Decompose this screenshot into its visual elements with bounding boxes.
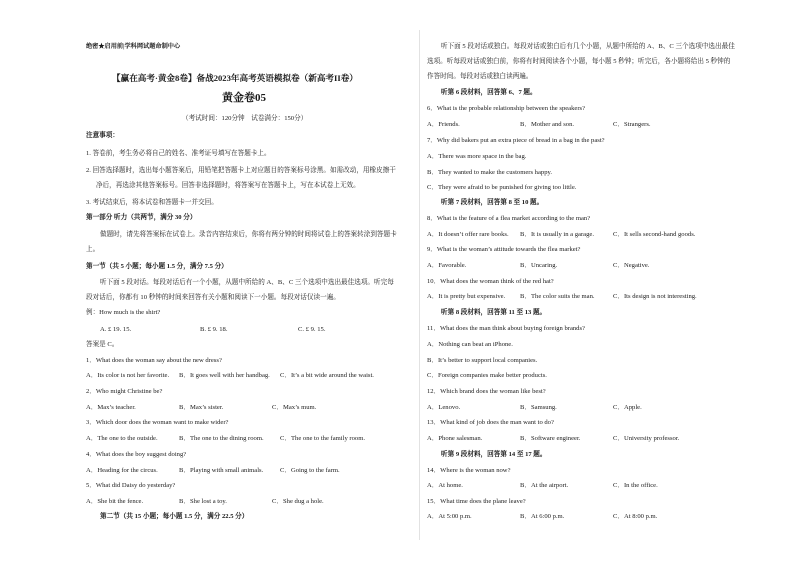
answer-option: C．It sells second-hand goods. — [613, 231, 696, 238]
answer-option: B．It goes well with her handbag. — [179, 372, 270, 379]
answer-option: A．Max’s teacher. — [86, 404, 136, 411]
question-text: 14．Where is the woman now? — [427, 467, 511, 474]
answer-option: A．She bit the fence. — [86, 498, 144, 505]
answer-option: A．Heading for the circus. — [86, 467, 158, 474]
material-heading: 听第 8 段材料，回答第 11 至 13 题。 — [441, 309, 547, 316]
exam-info: （考试时间：120分钟 试卷满分：150分） — [182, 115, 308, 122]
header-note: 绝密★启用前|学科网试题命制中心 — [86, 43, 181, 50]
section1-intro-line: 听下面 5 段对话。每段对话后有一个小题，从题中所给的 A、B、C 三个选项中选出最佳选项。听完每 — [100, 279, 394, 286]
answer-option: B．Samsung. — [520, 404, 557, 411]
example-answer: 答案是 C。 — [86, 341, 119, 348]
section2-intro-line: 听下面 5 段对话或独白。每段对话或独白后有几个小题，从题中所给的 A、B、C 三个选项中选出最佳 — [441, 43, 735, 50]
section1-intro-line: 段对话后，你都有 10 秒钟的时间来回答有关小题和阅读下一小题。每段对话仅读一遍。 — [86, 294, 340, 301]
question-text: 11．What does the man think about buying foreign brands? — [427, 325, 585, 332]
answer-option: C．Strangers. — [613, 121, 651, 128]
part1-heading: 第一部分 听力（共两节，满分 30 分） — [86, 214, 197, 221]
answer-option: A．It is pretty but expensive. — [427, 293, 506, 300]
part1-intro-line: 做题时，请先将答案标在试卷上。录音内容结束后，你将有两分钟的时间将试卷上的答案转涂到答题卡 — [100, 231, 397, 238]
answer-option: C．Its design is not interesting. — [613, 293, 697, 300]
question-text: 7．Why did bakers put an extra piece of bread in a bag in the past? — [427, 137, 605, 144]
answer-option: B．The color suits the man. — [520, 293, 595, 300]
answer-option: A．Phone salesman. — [427, 435, 483, 442]
part1-intro-line: 上。 — [86, 246, 100, 253]
answer-option: A．The one to the outside. — [86, 435, 158, 442]
question-text: 9．What is the woman’s attitude towards the flea market? — [427, 246, 581, 253]
question-text: 13．What kind of job does the man want to do? — [427, 419, 554, 426]
question-text: 2．Who might Christine be? — [86, 388, 163, 395]
answer-option: A．It doesn’t offer rare books. — [427, 231, 509, 238]
section2-heading: 第二节（共 15 小题；每小题 1.5 分，满分 22.5 分） — [100, 513, 249, 520]
example-option: C. £ 9. 15. — [298, 326, 326, 333]
material-heading: 听第 9 段材料，回答第 14 至 17 题。 — [441, 451, 547, 458]
notice-line: 2. 回答选择题时，选出每小题答案后，用铅笔把答题卡上对应题目的答案标号涂黑。如需改动，用橡皮擦干 — [86, 167, 396, 174]
answer-option: C．They were afraid to be punished for giving too little. — [427, 184, 577, 191]
column-divider — [419, 30, 420, 540]
question-text: 6．What is the probable relationship between the speakers? — [427, 105, 586, 112]
example-option: A. £ 19. 15. — [100, 326, 132, 333]
answer-option: C．Negative. — [613, 262, 650, 269]
answer-option: B．Uncaring. — [520, 262, 558, 269]
question-text: 1．What does the woman say about the new dress? — [86, 357, 222, 364]
answer-option: A．Friends. — [427, 121, 460, 128]
paper-subtitle: 黄金卷05 — [222, 92, 266, 104]
answer-option: C．In the office. — [613, 482, 658, 489]
answer-option: B．At 6:00 p.m. — [520, 513, 565, 520]
answer-option: B．Software engineer. — [520, 435, 581, 442]
answer-option: C．The one to the family room. — [280, 435, 365, 442]
answer-option: C．University professor. — [613, 435, 680, 442]
question-text: 12．Which brand does the woman like best? — [427, 388, 546, 395]
section1-heading: 第一节（共 5 小题；每小题 1.5 分，满分 7.5 分） — [86, 263, 228, 270]
material-heading: 听第 7 段材料，回答第 8 至 10 题。 — [441, 199, 544, 206]
answer-option: C．Max’s mum. — [272, 404, 317, 411]
answer-option: B．It is usually in a garage. — [520, 231, 594, 238]
material-heading: 听第 6 段材料，回答第 6、7 题。 — [441, 89, 537, 96]
answer-option: C．Going to the farm. — [280, 467, 340, 474]
example-option: B. £ 9. 18. — [200, 326, 228, 333]
answer-option: A．There was more space in the bag. — [427, 153, 527, 160]
answer-option: B．The one to the dining room. — [179, 435, 264, 442]
notice-line: 3. 考试结束后，将本试卷和答题卡一并交回。 — [86, 199, 218, 206]
question-text: 4．What does the boy suggest doing? — [86, 451, 187, 458]
answer-option: B．Mother and son. — [520, 121, 575, 128]
question-text: 3．Which door does the woman want to make wider? — [86, 419, 229, 426]
answer-option: A．Lenovo. — [427, 404, 461, 411]
answer-option: B．They wanted to make the customers happy. — [427, 169, 553, 176]
document-title: 【赢在高考·黄金8卷】备战2023年高考英语模拟卷（新高考II卷） — [112, 73, 358, 83]
answer-option: A．Its color is not her favorite. — [86, 372, 170, 379]
section2-intro-line: 选项。听每段对话或独白前，你将有时间阅读各个小题，每小题 5 秒钟；听完后，各小题将给出 5 秒钟的 — [427, 58, 731, 65]
question-text: 10．What does the woman think of the red hat? — [427, 278, 554, 285]
answer-option: B．It’s better to support local companies. — [427, 357, 538, 364]
example-question: 例：How much is the shirt? — [86, 309, 161, 316]
notice-heading: 注意事项： — [86, 132, 119, 139]
answer-option: B．She lost a toy. — [179, 498, 227, 505]
question-text: 8．What is the feature of a flea market according to the man? — [427, 215, 591, 222]
answer-option: A．Nothing can beat an iPhone. — [427, 341, 513, 348]
answer-option: C．At 8:00 p.m. — [613, 513, 658, 520]
section2-intro-line: 作答时间。每段对话或独白读两遍。 — [427, 73, 533, 80]
question-text: 15．What time does the plane leave? — [427, 498, 526, 505]
answer-option: B．Max’s sister. — [179, 404, 224, 411]
question-text: 5．What did Daisy do yesterday? — [86, 482, 176, 489]
answer-option: C．It’s a bit wide around the waist. — [280, 372, 374, 379]
answer-option: C．Apple. — [613, 404, 642, 411]
answer-option: B．At the airport. — [520, 482, 569, 489]
notice-line: 1. 答卷前，考生务必将自己的姓名、准考证号填写在答题卡上。 — [86, 150, 271, 157]
answer-option: B．Playing with small animals. — [179, 467, 264, 474]
answer-option: C．Foreign companies make better products. — [427, 372, 547, 379]
answer-option: A．At home. — [427, 482, 463, 489]
answer-option: A．At 5:00 p.m. — [427, 513, 472, 520]
answer-option: C．She dug a hole. — [272, 498, 324, 505]
answer-option: A．Favorable. — [427, 262, 467, 269]
notice-line: 净后，再选涂其他答案标号。回答非选择题时，将答案写在答题卡上，写在本试卷上无效。 — [96, 182, 360, 189]
